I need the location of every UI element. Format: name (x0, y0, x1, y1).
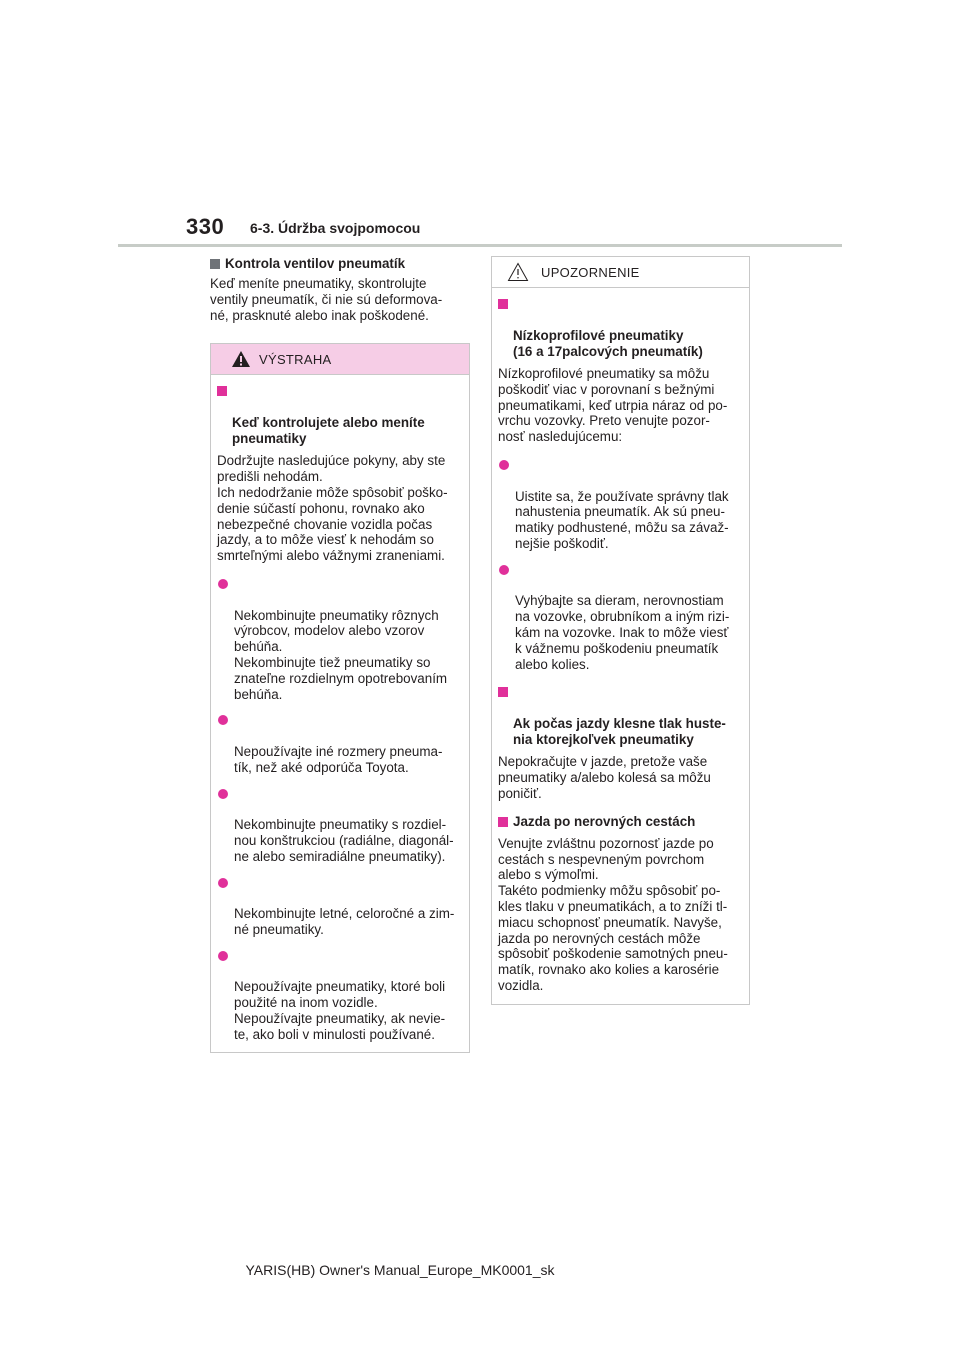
caution-label: UPOZORNENIE (541, 265, 640, 280)
low-profile-heading: Nízkoprofilové pneumatiky (16 a 17palcových pneumatík) (498, 296, 743, 360)
warning-triangle-icon (231, 350, 251, 368)
warning-header (211, 344, 469, 375)
list-item: Vyhýbajte sa dieram, nerovnostiam na vozovke, obrubníkom a iným rizi- kám na vozovke. Inak to môže viesť k vážnemu poškodeniu pneumatík alebo kolies. (498, 562, 743, 673)
square-bullet-icon (498, 817, 508, 827)
warning-intro: Dodržujte nasledujúce pokyny, aby ste predišli nehodám. Ich nedodržanie môže spôsobiť poško- denie súčastí pohonu, rovnako ako nebezpečné chovanie vozidla počas jazdy, a to môže viesť k nehodám so smrteľnými alebo vážnymi zraneniami. (217, 453, 448, 564)
list-item: Nekombinujte letné, celoročné a zim- né pneumatiky. (217, 875, 463, 938)
caution-header (492, 257, 749, 288)
square-bullet-icon (498, 299, 508, 309)
bullet-dot-icon (218, 715, 228, 725)
footer (0, 1262, 960, 1278)
warning-label: VÝSTRAHA (259, 352, 332, 368)
bullet-dot-icon (499, 565, 509, 575)
list-item: Nepoužívajte iné rozmery pneuma- tík, než aké odporúča Toyota. (217, 712, 463, 775)
square-bullet-icon (217, 386, 227, 396)
valve-check-paragraph: Keď meníte pneumatiky, skontrolujte ventily pneumatík, či nie sú deformova- né, prasknuté alebo inak poškodené. (210, 276, 443, 323)
right-column (491, 256, 750, 1005)
list-item: Nekombinujte pneumatiky rôznych výrobcov, modelov alebo vzorov behúňa. Nekombinujte tiež pneumatiky so znateľne rozdielnym opotrebovaním behúňa. (217, 576, 463, 702)
caution-body (492, 288, 749, 1004)
list-item: Uistite sa, že používate správny tlak nahustenia pneumatík. Ak sú pneu- matiky podhustené, môžu sa závaž- nejšie poškodiť. (498, 457, 743, 552)
bullet-dot-icon (218, 579, 228, 589)
list-item: Nekombinujte pneumatiky s rozdiel- nou konštrukciou (radiálne, diagonál- ne alebo semiradiálne pneumatiky). (217, 786, 463, 865)
low-profile-intro: Nízkoprofilové pneumatiky sa môžu poškodiť viac v porovnaní s bežnými pneumatikami, keď utrpia náraz od po- vrchu vozovky. Preto venujte pozor- nosť nasledujúcemu: (498, 366, 728, 445)
left-column (210, 256, 470, 1053)
square-bullet-icon (498, 687, 508, 697)
warning-body (211, 375, 469, 1052)
valve-check-heading: Kontrola ventilov pneumatík (210, 256, 470, 272)
rough-roads-heading: Jazda po nerovných cestách (498, 814, 743, 830)
bullet-dot-icon (218, 789, 228, 799)
caution-triangle-icon (507, 262, 529, 282)
footer-text: YARIS(HB) Owner's Manual_Europe_MK0001_sk (245, 1262, 555, 1278)
caution-box (491, 256, 750, 1005)
pressure-drop-text: Nepokračujte v jazde, pretože vaše pneumatiky a/alebo kolesá sa môžu poničiť. (498, 754, 711, 801)
square-bullet-icon (210, 259, 220, 269)
bullet-dot-icon (218, 951, 228, 961)
bullet-dot-icon (218, 878, 228, 888)
bullet-dot-icon (499, 460, 509, 470)
warning-heading: Keď kontrolujete alebo meníte pneumatiky (217, 383, 463, 447)
header-divider (118, 244, 842, 247)
page-number: 330 (186, 214, 225, 239)
pressure-drop-heading: Ak počas jazdy klesne tlak huste- nia ktorejkoľvek pneumatiky (498, 684, 743, 748)
list-item: Nepoužívajte pneumatiky, ktoré boli použité na inom vozidle. Nepoužívajte pneumatiky, ak nevie- te, ako boli v minulosti používané. (217, 948, 463, 1043)
rough-roads-text: Venujte zvláštnu pozornosť jazde po cestách s nespevneným povrchom alebo s výmoľmi. Takéto podmienky môžu spôsobiť po- kles tlaku v pneumatikách, a to zníži tl- miacu schopnosť pneumatík. Navyše, jazda po nerovných cestách môže spôsobiť poškodenie samotných pneu- matík, rovnako ako kolies a karosérie vozidla. (498, 835, 728, 993)
warning-box (210, 343, 470, 1053)
section-title: 6-3. Údržba svojpomocou (250, 220, 421, 236)
